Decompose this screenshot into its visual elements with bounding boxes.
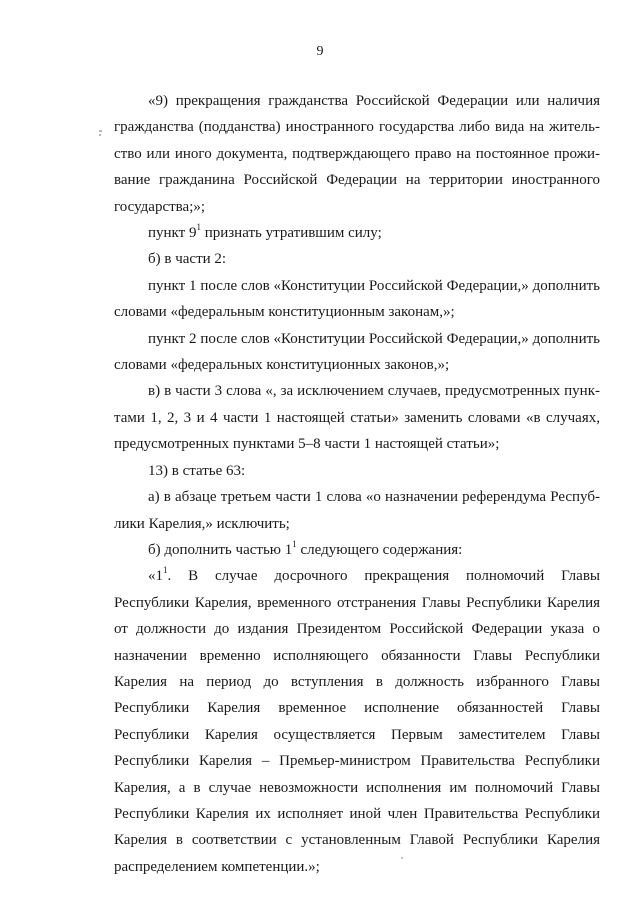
page-number: 9	[316, 44, 324, 59]
paragraph-point-9-1	[114, 220, 600, 246]
paragraph-text-before: «1	[148, 568, 163, 585]
paragraph-text-after: . В случае досрочного прекращения полномочий Главы Республики Карелия, временного отстранения Главы Республики Карелия от должности до издания Президентом Российской Федерации указа о назначении временно исполняющего обязанности Главы Республики Карелия на период до вступления в должность избранного Главы Республики Карелия временное исполнение обязанностей Главы Республики Карелия осуществляется Первым заместителем Главы Республики Карелия – Премьер-министром Правительства Республики Карелия, а в случае невозможности исполнения им полномочий Главы Республики Карелия их исполняет иной член Правительства Республики Карелия в соответствии с установленным Главой Республики Карелия распределением компетенции.»;	[114, 568, 600, 875]
paragraph-part-1-1-content	[114, 563, 600, 880]
document-body	[114, 88, 600, 880]
superscript-index: 1	[163, 565, 168, 576]
paragraph-item-9: «9) прекращения гражданства Российской Федерации или наличия гражданства (подданства) иностранного государства либо вида на жительство или иного документа, подтверждающего право на постоянное проживание гражданина Российской Федерации на территории иностранного государства;»;	[114, 93, 600, 215]
superscript-index: 1	[292, 538, 297, 549]
paragraph-text-after: признать утратившим силу;	[200, 225, 382, 242]
paragraph-point-1-amendment: пункт 1 после слов «Конституции Российской Федерации,» дополнить словами «федеральным конституционным законам,»;	[114, 277, 600, 321]
paragraph-subpoint-v: в) в части 3 слова «, за исключением случаев, предусмотренных пунктами 1, 2, 3 и 4 части 1 настоящей статьи» заменить словами «в случаях, предусмотренных пунктами 5–8 части 1 настоящей статьи»;	[114, 383, 600, 453]
superscript-index: 1	[196, 222, 201, 233]
paragraph-subpoint-b-addition	[114, 537, 600, 563]
paragraph-article-63: 13) в статье 63:	[148, 462, 246, 479]
paragraph-subpoint-b: б) в части 2:	[148, 251, 227, 268]
margin-scan-mark	[99, 134, 101, 136]
paragraph-point-2-amendment: пункт 2 после слов «Конституции Российской Федерации,» дополнить словами «федеральных конституционных законов,»;	[114, 330, 600, 374]
paragraph-text-before: пункт 9	[148, 225, 197, 242]
paragraph-subpoint-a: а) в абзаце третьем части 1 слова «о назначении референдума Республики Карелия,» исключить;	[114, 489, 600, 532]
margin-scan-mark	[99, 130, 102, 132]
paragraph-text-after: следующего содержания:	[296, 541, 463, 558]
paragraph-text-before: б) дополнить частью 1	[148, 541, 293, 558]
